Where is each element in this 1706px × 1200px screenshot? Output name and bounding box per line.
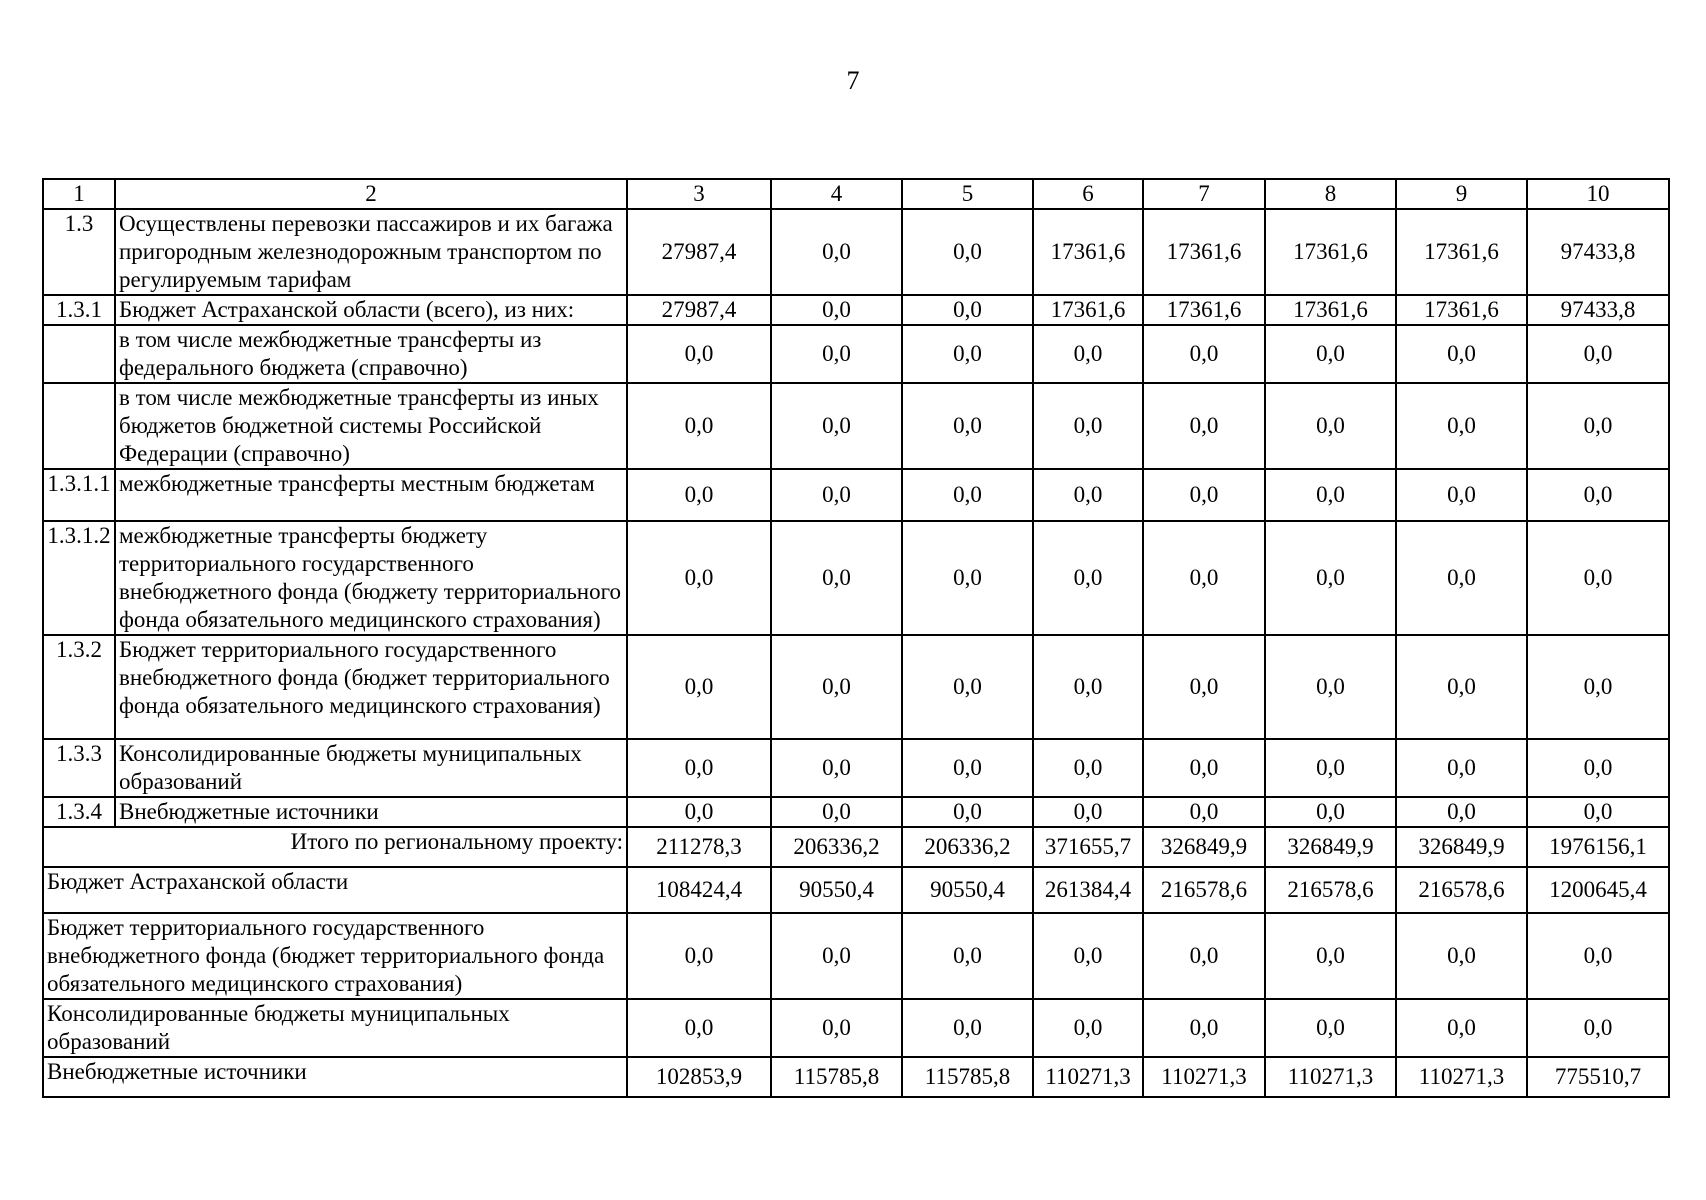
row-description: межбюджетные трансферты бюджету территориального государственного внебюджетного фонда (бюджету территориального фонда обязательного медицинского страхования) (115, 521, 627, 635)
summary-value: 0,0 (1527, 913, 1669, 999)
summary-value: 108424,4 (627, 867, 771, 913)
column-header: 6 (1033, 179, 1143, 209)
row-value: 0,0 (1033, 469, 1143, 521)
row-value: 0,0 (1527, 797, 1669, 827)
row-value: 0,0 (627, 521, 771, 635)
row-value: 0,0 (1033, 521, 1143, 635)
summary-value: 0,0 (1143, 999, 1265, 1057)
row-value: 17361,6 (1265, 295, 1396, 325)
table-row (43, 797, 1669, 827)
summary-value: 261384,4 (1033, 867, 1143, 913)
summary-value: 110271,3 (1033, 1057, 1143, 1097)
summary-value: 0,0 (1396, 913, 1527, 999)
row-value: 0,0 (1143, 739, 1265, 797)
row-value: 17361,6 (1033, 295, 1143, 325)
summary-value: 0,0 (627, 999, 771, 1057)
budget-table (42, 178, 1670, 1098)
row-value: 0,0 (1396, 635, 1527, 739)
row-description: Осуществлены перевозки пассажиров и их багажа пригородным железнодорожным транспортом по регулируемым тарифам (115, 209, 627, 295)
summary-value: 1200645,4 (1527, 867, 1669, 913)
column-header: 8 (1265, 179, 1396, 209)
row-value: 0,0 (1396, 797, 1527, 827)
summary-value: 775510,7 (1527, 1057, 1669, 1097)
row-value: 0,0 (902, 383, 1033, 469)
total-row (43, 827, 1669, 867)
summary-value: 90550,4 (902, 867, 1033, 913)
summary-label: Бюджет Астраханской области (43, 867, 627, 913)
row-value: 0,0 (1527, 521, 1669, 635)
row-value: 17361,6 (1396, 209, 1527, 295)
row-value: 17361,6 (1143, 295, 1265, 325)
row-description: в том числе межбюджетные трансферты из иных бюджетов бюджетной системы Российской Федерации (справочно) (115, 383, 627, 469)
table-row (43, 521, 1669, 635)
row-value: 0,0 (1396, 469, 1527, 521)
summary-value: 0,0 (1265, 999, 1396, 1057)
total-value: 211278,3 (627, 827, 771, 867)
row-description: межбюджетные трансферты местным бюджетам (115, 469, 627, 521)
table-body (43, 179, 1669, 1097)
row-value: 0,0 (1265, 383, 1396, 469)
table-row (43, 739, 1669, 797)
row-value: 0,0 (1527, 325, 1669, 383)
summary-value: 115785,8 (902, 1057, 1033, 1097)
table-row (43, 325, 1669, 383)
summary-row (43, 999, 1669, 1057)
total-value: 326849,9 (1265, 827, 1396, 867)
column-header: 10 (1527, 179, 1669, 209)
row-value: 0,0 (1143, 469, 1265, 521)
row-value: 0,0 (771, 209, 902, 295)
row-description: Консолидированные бюджеты муниципальных образований (115, 739, 627, 797)
row-value: 0,0 (771, 295, 902, 325)
row-value: 0,0 (1527, 739, 1669, 797)
row-value: 0,0 (627, 739, 771, 797)
header-row (43, 179, 1669, 209)
table-row (43, 383, 1669, 469)
summary-row (43, 1057, 1669, 1097)
summary-label: Бюджет территориального государственного внебюджетного фонда (бюджет территориального фонда обязательного медицинского страхования) (43, 913, 627, 999)
row-value: 0,0 (1265, 469, 1396, 521)
table-row (43, 635, 1669, 739)
total-value: 206336,2 (902, 827, 1033, 867)
row-code: 1.3.1.1 (43, 469, 115, 521)
column-header: 2 (115, 179, 627, 209)
column-header: 9 (1396, 179, 1527, 209)
row-value: 0,0 (1527, 469, 1669, 521)
summary-value: 115785,8 (771, 1057, 902, 1097)
row-value: 0,0 (1527, 383, 1669, 469)
row-description: Бюджет Астраханской области (всего), из них: (115, 295, 627, 325)
row-code: 1.3.4 (43, 797, 115, 827)
row-code (43, 383, 115, 469)
row-value: 0,0 (902, 295, 1033, 325)
row-value: 0,0 (1396, 739, 1527, 797)
row-value: 0,0 (902, 797, 1033, 827)
row-value: 0,0 (902, 469, 1033, 521)
total-value: 326849,9 (1396, 827, 1527, 867)
summary-value: 0,0 (627, 913, 771, 999)
row-value: 0,0 (1143, 797, 1265, 827)
column-header: 4 (771, 179, 902, 209)
summary-value: 216578,6 (1143, 867, 1265, 913)
row-value: 0,0 (627, 635, 771, 739)
row-description: Внебюджетные источники (115, 797, 627, 827)
table-row (43, 209, 1669, 295)
summary-value: 216578,6 (1396, 867, 1527, 913)
summary-value: 0,0 (771, 999, 902, 1057)
row-value: 0,0 (1265, 521, 1396, 635)
row-value: 0,0 (902, 635, 1033, 739)
summary-value: 0,0 (1033, 999, 1143, 1057)
row-value: 97433,8 (1527, 295, 1669, 325)
summary-value: 0,0 (902, 999, 1033, 1057)
row-value: 0,0 (1143, 325, 1265, 383)
summary-label: Внебюджетные источники (43, 1057, 627, 1097)
column-header: 7 (1143, 179, 1265, 209)
summary-value: 0,0 (771, 913, 902, 999)
row-code (43, 325, 115, 383)
total-label: Итого по региональному проекту: (43, 827, 627, 867)
row-code: 1.3.3 (43, 739, 115, 797)
row-value: 27987,4 (627, 209, 771, 295)
total-value: 206336,2 (771, 827, 902, 867)
row-value: 0,0 (1143, 635, 1265, 739)
row-code: 1.3.2 (43, 635, 115, 739)
page-number: 7 (846, 66, 860, 95)
row-description: Бюджет территориального государственного внебюджетного фонда (бюджет территориального фонда обязательного медицинского страхования) (115, 635, 627, 739)
row-value: 17361,6 (1265, 209, 1396, 295)
summary-value: 0,0 (1396, 999, 1527, 1057)
table-row (43, 469, 1669, 521)
row-code: 1.3.1.2 (43, 521, 115, 635)
row-value: 0,0 (627, 469, 771, 521)
row-value: 27987,4 (627, 295, 771, 325)
row-value: 0,0 (902, 521, 1033, 635)
row-value: 0,0 (771, 635, 902, 739)
row-value: 17361,6 (1396, 295, 1527, 325)
row-value: 0,0 (771, 521, 902, 635)
summary-value: 0,0 (1033, 913, 1143, 999)
total-value: 326849,9 (1143, 827, 1265, 867)
row-value: 0,0 (627, 383, 771, 469)
summary-value: 216578,6 (1265, 867, 1396, 913)
row-value: 0,0 (902, 209, 1033, 295)
row-value: 0,0 (902, 739, 1033, 797)
row-value: 0,0 (1265, 739, 1396, 797)
row-value: 0,0 (1396, 325, 1527, 383)
row-value: 0,0 (1033, 797, 1143, 827)
row-value: 0,0 (1033, 383, 1143, 469)
summary-value: 0,0 (1265, 913, 1396, 999)
row-value: 0,0 (1143, 521, 1265, 635)
summary-row (43, 867, 1669, 913)
row-value: 0,0 (627, 797, 771, 827)
summary-label: Консолидированные бюджеты муниципальных образований (43, 999, 627, 1057)
row-value: 17361,6 (1033, 209, 1143, 295)
column-header: 3 (627, 179, 771, 209)
row-value: 0,0 (1396, 383, 1527, 469)
row-value: 0,0 (902, 325, 1033, 383)
summary-value: 0,0 (1143, 913, 1265, 999)
summary-value: 90550,4 (771, 867, 902, 913)
row-value: 0,0 (1527, 635, 1669, 739)
column-header: 1 (43, 179, 115, 209)
row-value: 0,0 (627, 325, 771, 383)
row-value: 97433,8 (1527, 209, 1669, 295)
row-value: 0,0 (1143, 383, 1265, 469)
summary-value: 0,0 (1527, 999, 1669, 1057)
row-value: 0,0 (1265, 325, 1396, 383)
row-value: 0,0 (1033, 635, 1143, 739)
row-description: в том числе межбюджетные трансферты из федерального бюджета (справочно) (115, 325, 627, 383)
row-value: 0,0 (1396, 521, 1527, 635)
table-row (43, 295, 1669, 325)
row-code: 1.3 (43, 209, 115, 295)
row-value: 0,0 (771, 739, 902, 797)
summary-row (43, 913, 1669, 999)
row-value: 0,0 (1033, 739, 1143, 797)
row-value: 0,0 (1265, 635, 1396, 739)
row-code: 1.3.1 (43, 295, 115, 325)
summary-value: 0,0 (902, 913, 1033, 999)
total-value: 371655,7 (1033, 827, 1143, 867)
row-value: 0,0 (771, 797, 902, 827)
row-value: 0,0 (771, 469, 902, 521)
total-value: 1976156,1 (1527, 827, 1669, 867)
row-value: 0,0 (1033, 325, 1143, 383)
summary-value: 110271,3 (1265, 1057, 1396, 1097)
row-value: 17361,6 (1143, 209, 1265, 295)
column-header: 5 (902, 179, 1033, 209)
row-value: 0,0 (1265, 797, 1396, 827)
row-value: 0,0 (771, 325, 902, 383)
summary-value: 110271,3 (1143, 1057, 1265, 1097)
summary-value: 110271,3 (1396, 1057, 1527, 1097)
row-value: 0,0 (771, 383, 902, 469)
summary-value: 102853,9 (627, 1057, 771, 1097)
